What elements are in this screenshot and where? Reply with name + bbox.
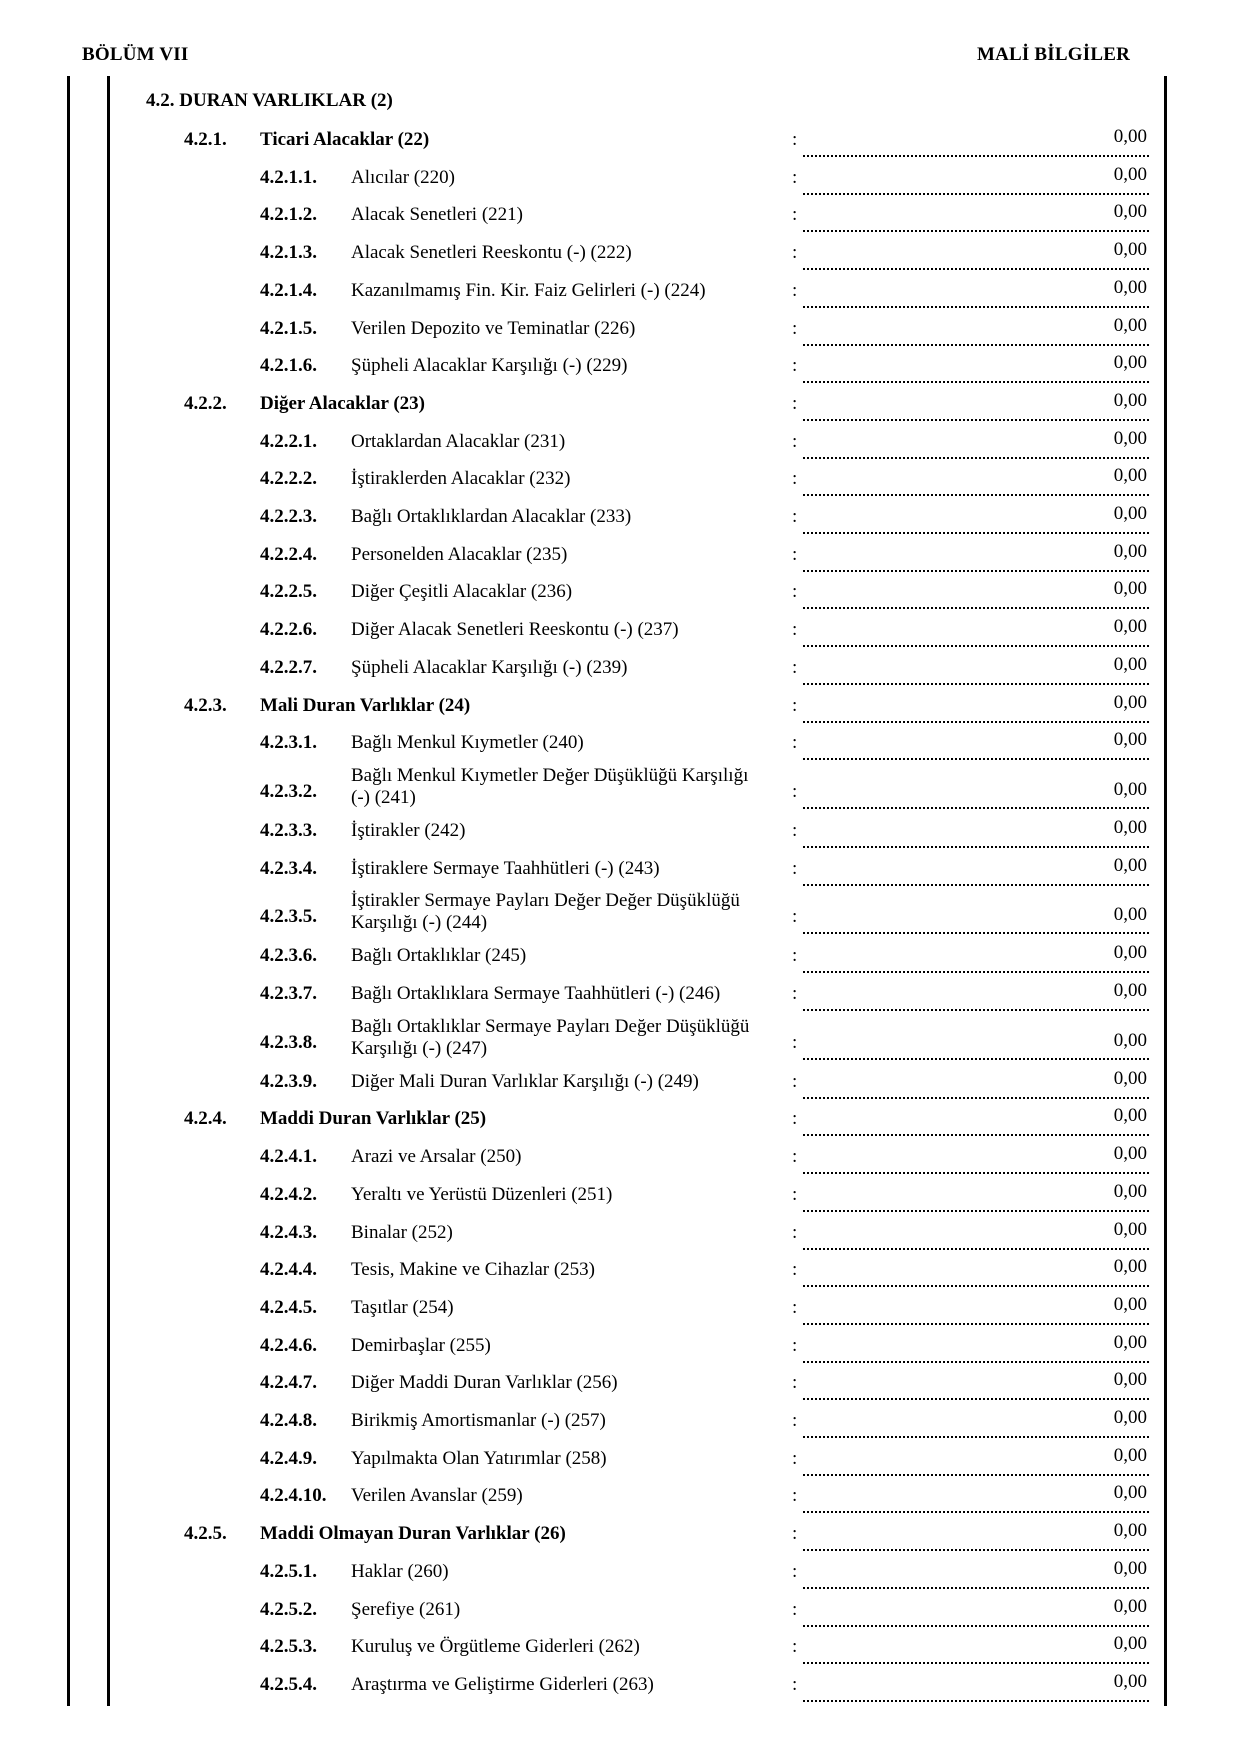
account-code: 4.2.3.1.	[260, 732, 317, 754]
account-code: 4.2.4.	[184, 1108, 227, 1130]
account-code: 4.2.2.4.	[260, 543, 317, 565]
colon-separator: :	[792, 166, 798, 188]
account-code: 4.2.1.3.	[260, 242, 317, 264]
dotted-leader	[803, 506, 1149, 534]
account-label: Diğer Mali Duran Varlıklar Karşılığı (-) (249)	[351, 1070, 699, 1092]
account-value: 0,00	[1113, 691, 1147, 713]
account-label: Yapılmakta Olan Yatırımlar (258)	[351, 1447, 607, 1469]
account-label: Alacak Senetleri (221)	[351, 204, 523, 226]
dotted-leader	[803, 820, 1149, 848]
account-code: 4.2.1.5.	[260, 317, 317, 339]
colon-separator: :	[792, 317, 798, 339]
account-label: Diğer Alacaklar (23)	[260, 392, 425, 414]
dotted-leader	[803, 1184, 1149, 1212]
colon-separator: :	[792, 1598, 798, 1620]
document-title: MALİ BİLGİLER	[976, 44, 1130, 65]
dotted-leader	[803, 242, 1149, 270]
account-label: Bağlı Ortaklıklardan Alacaklar (233)	[351, 506, 632, 527]
account-value: 0,00	[1113, 1520, 1147, 1542]
dotted-leader	[803, 1485, 1149, 1513]
account-value: 0,00	[1113, 778, 1147, 800]
account-label: Diğer Maddi Duran Varlıklar (256)	[351, 1372, 618, 1394]
account-code: 4.2.1.2.	[260, 204, 317, 226]
account-value: 0,00	[1113, 1067, 1147, 1089]
account-code: 4.2.1.4.	[260, 279, 317, 301]
colon-separator: :	[792, 1070, 798, 1092]
colon-separator: :	[792, 1146, 798, 1168]
colon-separator: :	[792, 506, 798, 527]
account-label: Bağlı Ortaklıklar (245)	[351, 945, 527, 967]
account-label: Maddi Olmayan Duran Varlıklar (26)	[260, 1523, 566, 1545]
account-code: 4.2.5.	[184, 1523, 227, 1545]
account-code: 4.2.3.6.	[260, 945, 317, 967]
account-value: 0,00	[1113, 1180, 1147, 1202]
account-value: 0,00	[1113, 126, 1147, 147]
colon-separator: :	[792, 1410, 798, 1431]
account-code: 4.2.1.1.	[260, 166, 317, 188]
account-value: 0,00	[1113, 1293, 1147, 1315]
account-label: Arazi ve Arsalar (250)	[351, 1146, 522, 1168]
dotted-leader	[803, 355, 1149, 383]
dotted-leader	[803, 1448, 1149, 1476]
dotted-leader	[803, 906, 1149, 934]
dotted-leader	[803, 945, 1149, 973]
account-value: 0,00	[1113, 540, 1147, 562]
colon-separator: :	[792, 1447, 798, 1469]
colon-separator: :	[792, 732, 798, 754]
account-label: İştirakler (242)	[351, 819, 466, 841]
account-label: Personelden Alacaklar (235)	[351, 543, 568, 565]
dotted-leader	[803, 1599, 1149, 1627]
colon-separator: :	[792, 1560, 798, 1582]
colon-separator: :	[792, 857, 798, 879]
account-code: 4.2.4.1.	[260, 1146, 317, 1168]
account-label: Verilen Avanslar (259)	[351, 1485, 523, 1507]
account-value: 0,00	[1113, 980, 1147, 1001]
account-label: Diğer Alacak Senetleri Reeskontu (-) (237)	[351, 619, 679, 641]
account-code: 4.2.2.7.	[260, 656, 317, 678]
account-label: Haklar (260)	[351, 1560, 449, 1582]
dotted-leader	[803, 1259, 1149, 1287]
dotted-leader	[803, 318, 1149, 346]
account-label: Şüpheli Alacaklar Karşılığı (-) (239)	[351, 656, 628, 678]
account-code: 4.2.3.7.	[260, 983, 317, 1004]
colon-separator: :	[792, 279, 798, 301]
colon-separator: :	[792, 983, 798, 1004]
account-label: İştiraklere Sermaye Taahhütleri (-) (243)	[351, 857, 660, 879]
account-code: 4.2.4.3.	[260, 1221, 317, 1243]
dotted-leader	[803, 1372, 1149, 1400]
account-code: 4.2.4.9.	[260, 1447, 317, 1469]
account-code: 4.2.3.4.	[260, 857, 317, 879]
dotted-leader	[803, 280, 1149, 308]
dotted-leader	[803, 393, 1149, 421]
account-value: 0,00	[1113, 503, 1147, 524]
colon-separator: :	[792, 1673, 798, 1695]
colon-separator: :	[792, 694, 798, 716]
account-code: 4.2.4.10.	[260, 1485, 327, 1507]
dotted-leader	[803, 858, 1149, 886]
account-value: 0,00	[1113, 163, 1147, 185]
dotted-leader	[803, 1297, 1149, 1325]
colon-separator: :	[792, 780, 798, 802]
dotted-leader	[803, 1410, 1149, 1438]
colon-separator: :	[792, 1031, 798, 1053]
account-label: Maddi Duran Varlıklar (25)	[260, 1108, 487, 1130]
dotted-leader	[803, 581, 1149, 609]
account-code: 4.2.4.8.	[260, 1410, 317, 1431]
colon-separator: :	[792, 656, 798, 678]
dotted-leader	[803, 657, 1149, 685]
colon-separator: :	[792, 1334, 798, 1356]
account-code: 4.2.3.8.	[260, 1031, 317, 1053]
dotted-leader	[803, 1561, 1149, 1589]
account-value: 0,00	[1113, 239, 1147, 261]
account-value: 0,00	[1113, 314, 1147, 336]
dotted-leader	[803, 544, 1149, 572]
colon-separator: :	[792, 1523, 798, 1545]
colon-separator: :	[792, 129, 798, 150]
dotted-leader	[803, 1636, 1149, 1664]
account-label: Demirbaşlar (255)	[351, 1334, 491, 1356]
dotted-leader	[803, 695, 1149, 723]
colon-separator: :	[792, 819, 798, 841]
account-value: 0,00	[1113, 616, 1147, 638]
account-code: 4.2.3.5.	[260, 906, 317, 928]
account-label: İştirakler Sermaye Payları Değer Değer Düşüklüğü Karşılığı (-) (244)	[351, 890, 740, 934]
dotted-leader	[803, 167, 1149, 195]
account-label: Bağlı Menkul Kıymetler Değer Düşüklüğü Karşılığı (-) (241)	[351, 764, 749, 808]
account-value: 0,00	[1113, 1218, 1147, 1240]
account-code: 4.2.4.5.	[260, 1296, 317, 1318]
account-code: 4.2.4.2.	[260, 1183, 317, 1205]
account-value: 0,00	[1113, 389, 1147, 411]
account-label: Binalar (252)	[351, 1221, 453, 1243]
account-label: Tesis, Makine ve Cihazlar (253)	[351, 1259, 596, 1281]
dotted-leader	[803, 1146, 1149, 1174]
account-label: Diğer Çeşitli Alacaklar (236)	[351, 581, 573, 603]
dotted-leader	[803, 468, 1149, 496]
dotted-leader	[803, 431, 1149, 459]
colon-separator: :	[792, 468, 798, 490]
colon-separator: :	[792, 1485, 798, 1507]
account-label: Bağlı Ortaklıklara Sermaye Taahhütleri (-) (246)	[351, 983, 721, 1004]
account-label: Şüpheli Alacaklar Karşılığı (-) (229)	[351, 355, 628, 377]
account-label: Verilen Depozito ve Teminatlar (226)	[351, 317, 636, 339]
account-value: 0,00	[1113, 427, 1147, 449]
account-code: 4.2.2.2.	[260, 468, 317, 490]
account-value: 0,00	[1113, 1557, 1147, 1579]
account-code: 4.2.3.3.	[260, 819, 317, 841]
account-code: 4.2.5.4.	[260, 1673, 317, 1695]
account-code: 4.2.3.	[184, 694, 227, 716]
account-value: 0,00	[1113, 904, 1147, 926]
colon-separator: :	[792, 906, 798, 928]
dotted-leader	[803, 1108, 1149, 1136]
colon-separator: :	[792, 242, 798, 264]
dotted-leader	[803, 983, 1149, 1011]
account-label: Bağlı Menkul Kıymetler (240)	[351, 732, 584, 754]
colon-separator: :	[792, 1296, 798, 1318]
colon-separator: :	[792, 619, 798, 641]
account-value: 0,00	[1113, 578, 1147, 600]
colon-separator: :	[792, 355, 798, 377]
colon-separator: :	[792, 1183, 798, 1205]
account-code: 4.2.1.6.	[260, 355, 317, 377]
dotted-leader	[803, 1222, 1149, 1250]
account-label: Ortaklardan Alacaklar (231)	[351, 430, 566, 452]
account-value: 0,00	[1113, 1595, 1147, 1617]
account-label: Yeraltı ve Yerüstü Düzenleri (251)	[351, 1183, 613, 1205]
account-code: 4.2.2.5.	[260, 581, 317, 603]
colon-separator: :	[792, 1221, 798, 1243]
account-label: Kazanılmamış Fin. Kir. Faiz Gelirleri (-) (224)	[351, 279, 706, 301]
dotted-leader	[803, 129, 1149, 157]
account-value: 0,00	[1113, 1331, 1147, 1353]
account-value: 0,00	[1113, 1369, 1147, 1391]
account-code: 4.2.5.3.	[260, 1636, 317, 1658]
account-code: 4.2.5.1.	[260, 1560, 317, 1582]
account-code: 4.2.2.3.	[260, 506, 317, 527]
account-label: Bağlı Ortaklıklar Sermaye Payları Değer Düşüklüğü Karşılığı (-) (247)	[351, 1015, 750, 1059]
section-label: BÖLÜM VII	[82, 44, 189, 65]
colon-separator: :	[792, 581, 798, 603]
account-value: 0,00	[1113, 1482, 1147, 1504]
account-code: 4.2.4.7.	[260, 1372, 317, 1394]
account-code: 4.2.1.	[184, 129, 227, 150]
colon-separator: :	[792, 204, 798, 226]
account-value: 0,00	[1113, 1143, 1147, 1165]
account-value: 0,00	[1113, 201, 1147, 223]
dotted-leader	[803, 1071, 1149, 1099]
account-label: Şerefiye (261)	[351, 1598, 461, 1620]
account-value: 0,00	[1113, 1407, 1147, 1428]
account-code: 4.2.4.4.	[260, 1259, 317, 1281]
dotted-leader	[803, 1335, 1149, 1363]
colon-separator: :	[792, 1108, 798, 1130]
dotted-leader	[803, 204, 1149, 232]
account-value: 0,00	[1113, 1633, 1147, 1655]
dotted-leader	[803, 619, 1149, 647]
section-title: 4.2. DURAN VARLIKLAR (2)	[146, 90, 393, 111]
account-label: Kuruluş ve Örgütleme Giderleri (262)	[351, 1636, 640, 1658]
account-label: Ticari Alacaklar (22)	[260, 129, 430, 150]
account-label: Birikmiş Amortismanlar (-) (257)	[351, 1410, 606, 1431]
colon-separator: :	[792, 543, 798, 565]
colon-separator: :	[792, 430, 798, 452]
account-code: 4.2.2.6.	[260, 619, 317, 641]
account-code: 4.2.4.6.	[260, 1334, 317, 1356]
dotted-leader	[803, 732, 1149, 760]
colon-separator: :	[792, 1372, 798, 1394]
colon-separator: :	[792, 945, 798, 967]
account-value: 0,00	[1113, 1256, 1147, 1278]
account-label: Alacak Senetleri Reeskontu (-) (222)	[351, 242, 632, 264]
account-label: Taşıtlar (254)	[351, 1296, 454, 1318]
dotted-leader	[803, 1523, 1149, 1551]
account-value: 0,00	[1113, 1029, 1147, 1051]
account-code: 4.2.2.	[184, 392, 227, 414]
dotted-leader	[803, 778, 1149, 809]
account-value: 0,00	[1113, 854, 1147, 876]
colon-separator: :	[792, 1259, 798, 1281]
account-value: 0,00	[1113, 352, 1147, 374]
account-value: 0,00	[1113, 1105, 1147, 1127]
account-value: 0,00	[1113, 816, 1147, 838]
account-value: 0,00	[1113, 729, 1147, 751]
account-code: 4.2.2.1.	[260, 430, 317, 452]
account-value: 0,00	[1113, 1444, 1147, 1466]
account-code: 4.2.5.2.	[260, 1598, 317, 1620]
account-label: İştiraklerden Alacaklar (232)	[351, 468, 571, 490]
colon-separator: :	[792, 1636, 798, 1658]
dotted-leader	[803, 1029, 1149, 1060]
account-value: 0,00	[1113, 276, 1147, 298]
account-label: Alıcılar (220)	[351, 166, 455, 188]
account-label: Mali Duran Varlıklar (24)	[260, 694, 471, 716]
account-value: 0,00	[1113, 465, 1147, 487]
dotted-leader	[803, 1674, 1149, 1702]
account-code: 4.2.3.2.	[260, 780, 317, 802]
account-code: 4.2.3.9.	[260, 1070, 317, 1092]
account-value: 0,00	[1113, 942, 1147, 964]
account-value: 0,00	[1113, 1670, 1147, 1692]
account-value: 0,00	[1113, 653, 1147, 675]
colon-separator: :	[792, 392, 798, 414]
account-label: Araştırma ve Geliştirme Giderleri (263)	[351, 1673, 654, 1695]
